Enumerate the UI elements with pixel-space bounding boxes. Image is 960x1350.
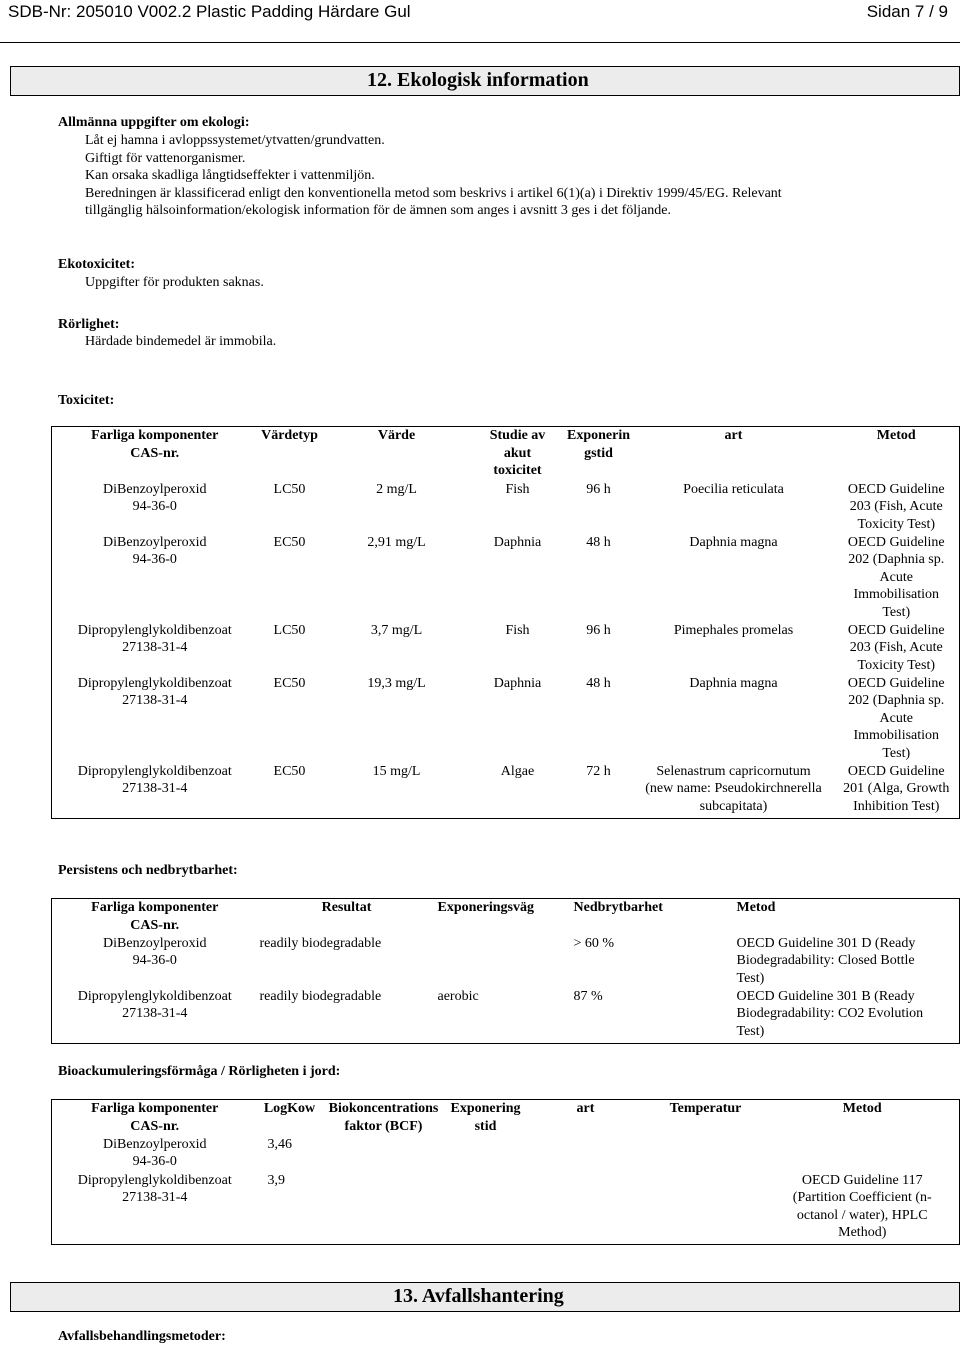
component-cell xyxy=(52,534,258,622)
header-cell: Temperatur xyxy=(669,1101,742,1116)
general-line: tillgänglig hälsoinformation/ekologisk information för de ämnen som anges i avsnitt 3 ges i det följande. xyxy=(85,203,671,218)
bioaccumulation-heading: Bioackumuleringsförmåga / Rörligheten i jord: xyxy=(58,1064,341,1079)
cas-number: 27138-31-4 xyxy=(122,640,188,655)
table-header-row xyxy=(52,427,960,481)
method-cell: OECD Guideline 203 (Fish, Acute Toxicity Test) xyxy=(847,481,945,532)
table-row xyxy=(52,622,960,675)
waste-methods-heading: Avfallsbehandlingsmetoder: xyxy=(58,1329,226,1344)
value-type-cell: EC50 xyxy=(273,534,306,550)
component-name: Dipropylenglykoldibenzoat xyxy=(77,675,232,691)
logkow-cell: 3,46 xyxy=(267,1136,292,1152)
species-cell: Poecilia reticulata xyxy=(683,481,784,497)
bioaccumulation-table xyxy=(51,1099,960,1245)
mobility-heading: Rörlighet: xyxy=(58,317,120,332)
header-cell: Metod xyxy=(736,900,776,915)
component-name: DiBenzoylperoxid xyxy=(103,1136,207,1152)
value-cell: 3,7 mg/L xyxy=(370,622,423,638)
method-cell: OECD Guideline 117 (Partition Coefficient (n- octanol / water), HPLC Method) xyxy=(792,1172,932,1240)
exposure-cell xyxy=(446,1172,526,1245)
component-name: DiBenzoylperoxid xyxy=(103,481,207,497)
species-cell xyxy=(526,1172,646,1245)
general-line: Giftigt för vattenorganismer. xyxy=(85,150,246,166)
method-cell: OECD Guideline 203 (Fish, Acute Toxicity Test) xyxy=(847,622,945,673)
table-row xyxy=(52,1136,960,1172)
ecotoxicity-text: Uppgifter för produkten saknas. xyxy=(85,275,264,290)
component-cell xyxy=(52,988,258,1044)
table-row xyxy=(52,988,960,1044)
header-cell: Exponerin gstid xyxy=(566,428,630,461)
degradability-cell: > 60 % xyxy=(573,935,615,951)
header-cell: Farliga komponenter CAS-nr. xyxy=(91,428,219,461)
species-cell: Daphnia magna xyxy=(689,534,778,550)
species-cell: Selenastrum capricornutum (new name: Pseudokirchnerella subcapitata) xyxy=(645,763,822,814)
section-13-title: 13. Avfallshantering xyxy=(393,1285,564,1307)
header-cell: art xyxy=(724,428,743,443)
ecotoxicity-heading: Ekotoxicitet: xyxy=(58,257,135,272)
species-cell xyxy=(526,1136,646,1172)
header-divider xyxy=(0,42,960,43)
logkow-cell: 3,9 xyxy=(267,1172,285,1188)
general-line: Låt ej hamna i avloppssystemet/ytvatten/grundvatten. xyxy=(85,133,385,148)
exposure-cell: 48 h xyxy=(586,675,611,691)
exposure-cell: 96 h xyxy=(586,481,611,497)
route-cell: aerobic xyxy=(437,988,479,1004)
method-cell: OECD Guideline 202 (Daphnia sp. Acute Immobilisation Test) xyxy=(847,534,945,620)
component-cell xyxy=(52,622,258,675)
cas-number: 94-36-0 xyxy=(132,1154,177,1169)
component-cell xyxy=(52,763,258,819)
cas-number: 27138-31-4 xyxy=(122,781,188,796)
header-cell: Farliga komponenter CAS-nr. xyxy=(91,1101,219,1134)
result-cell: readily biodegradable xyxy=(259,935,382,951)
value-cell: 15 mg/L xyxy=(372,763,421,779)
header-cell: Resultat xyxy=(321,900,372,915)
general-line: Beredningen är klassificerad enligt den konventionella metod som beskrivs i artikel 6(1)(a) i Direktiv 1999/45/EG. Relevant xyxy=(85,185,782,201)
result-cell: readily biodegradable xyxy=(259,988,382,1004)
cas-number: 94-36-0 xyxy=(132,552,177,567)
table-row xyxy=(52,1172,960,1245)
table-row xyxy=(52,675,960,763)
general-ecology-text xyxy=(85,132,955,220)
component-name: Dipropylenglykoldibenzoat xyxy=(77,988,232,1004)
toxicity-table xyxy=(51,426,960,819)
persistence-heading: Persistens och nedbrytbarhet: xyxy=(58,863,238,878)
study-cell: Daphnia xyxy=(493,534,542,550)
table-row xyxy=(52,481,960,534)
mobility-text: Härdade bindemedel är immobila. xyxy=(85,334,277,349)
study-cell: Daphnia xyxy=(493,675,542,691)
cas-number: 27138-31-4 xyxy=(122,1190,188,1205)
table-header-row xyxy=(52,899,960,935)
exposure-cell xyxy=(446,1136,526,1172)
header-cell: Metod xyxy=(842,1101,882,1116)
method-cell: OECD Guideline 202 (Daphnia sp. Acute Immobilisation Test) xyxy=(847,675,945,761)
value-cell: 19,3 mg/L xyxy=(367,675,426,691)
header-cell: Studie av akut toxicitet xyxy=(489,428,546,478)
bcf-cell xyxy=(322,1136,446,1172)
component-name: DiBenzoylperoxid xyxy=(103,534,207,550)
page-number: Sidan 7 / 9 xyxy=(866,2,948,21)
header-cell: Farliga komponenter CAS-nr. xyxy=(91,900,219,933)
temperature-cell xyxy=(646,1136,766,1172)
toxicity-heading: Toxicitet: xyxy=(58,393,115,408)
document-header-left: SDB-Nr: 205010 V002.2 Plastic Padding Härdare Gul xyxy=(8,2,411,21)
method-cell: OECD Guideline 201 (Alga, Growth Inhibition Test) xyxy=(843,763,950,814)
general-ecology-heading: Allmänna uppgifter om ekologi: xyxy=(58,115,250,130)
component-name: Dipropylenglykoldibenzoat xyxy=(77,763,232,779)
exposure-cell: 96 h xyxy=(586,622,611,638)
species-cell: Daphnia magna xyxy=(689,675,778,691)
component-cell xyxy=(52,481,258,534)
study-cell: Fish xyxy=(505,622,530,638)
cas-number: 94-36-0 xyxy=(132,499,177,514)
persistence-table xyxy=(51,898,960,1044)
general-line: Kan orsaka skadliga långtidseffekter i vattenmiljön. xyxy=(85,168,375,183)
table-row xyxy=(52,534,960,622)
section-12-title: 12. Ekologisk information xyxy=(367,69,589,91)
component-cell xyxy=(52,675,258,763)
header-cell: Nedbrytbarhet xyxy=(573,900,663,915)
method-cell: OECD Guideline 301 D (Ready Biodegradability: Closed Bottle Test) xyxy=(736,935,916,986)
cas-number: 94-36-0 xyxy=(132,953,177,968)
header-cell: Biokoncentrations faktor (BCF) xyxy=(328,1101,439,1134)
table-row xyxy=(52,935,960,988)
exposure-cell: 72 h xyxy=(586,763,611,779)
component-cell xyxy=(52,1136,258,1172)
value-cell: 2 mg/L xyxy=(376,481,417,497)
table-header-row xyxy=(52,1100,960,1136)
header-cell: Metod xyxy=(876,428,916,443)
bcf-cell xyxy=(322,1172,446,1245)
header-cell: Värde xyxy=(377,428,416,443)
exposure-cell: 48 h xyxy=(586,534,611,550)
table-row xyxy=(52,763,960,819)
component-cell xyxy=(52,1172,258,1245)
value-type-cell: EC50 xyxy=(273,675,306,691)
component-cell xyxy=(52,935,258,988)
study-cell: Fish xyxy=(505,481,530,497)
header-cell: art xyxy=(576,1101,595,1116)
value-type-cell: LC50 xyxy=(273,622,306,638)
header-cell: LogKow xyxy=(263,1101,316,1116)
species-cell: Pimephales promelas xyxy=(673,622,794,638)
value-type-cell: EC50 xyxy=(273,763,306,779)
component-name: Dipropylenglykoldibenzoat xyxy=(77,622,232,638)
method-cell xyxy=(766,1136,960,1172)
header-cell: Exponeringsväg xyxy=(437,900,534,915)
cas-number: 27138-31-4 xyxy=(122,1006,188,1021)
header-cell: Exponering stid xyxy=(450,1101,521,1134)
route-cell xyxy=(436,935,572,988)
header-cell: Värdetyp xyxy=(261,428,318,443)
degradability-cell: 87 % xyxy=(573,988,603,1004)
component-name: Dipropylenglykoldibenzoat xyxy=(77,1172,232,1188)
method-cell: OECD Guideline 301 B (Ready Biodegradability: CO2 Evolution Test) xyxy=(736,988,924,1039)
study-cell: Algae xyxy=(500,763,535,779)
cas-number: 27138-31-4 xyxy=(122,693,188,708)
value-type-cell: LC50 xyxy=(273,481,306,497)
component-name: DiBenzoylperoxid xyxy=(103,935,207,951)
temperature-cell xyxy=(646,1172,766,1245)
value-cell: 2,91 mg/L xyxy=(367,534,426,550)
